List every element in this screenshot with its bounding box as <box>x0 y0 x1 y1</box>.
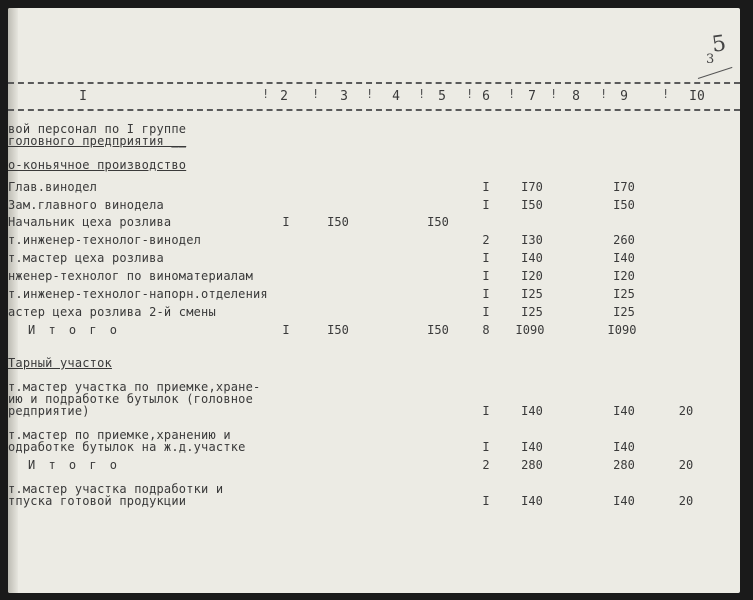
document-page <box>8 8 740 593</box>
row-label-line: редприятие) <box>8 404 90 418</box>
row-label: Глав.винодел <box>8 180 98 194</box>
row-label-line: т.мастер участка подработки и <box>8 482 224 496</box>
cell-col-7: I25 <box>521 305 543 319</box>
cell-col-6: I <box>482 269 490 283</box>
cell-col-7: I25 <box>521 287 543 301</box>
row-label: Зам.главного винодела <box>8 198 164 212</box>
cell-col-7: I70 <box>521 180 543 194</box>
header-separator: ! <box>366 87 374 101</box>
cell-col-5: I50 <box>427 215 449 229</box>
header-separator: ! <box>508 87 516 101</box>
cell-col-6: I <box>482 440 490 454</box>
total-label: И т о г о <box>28 323 121 337</box>
header-separator: ! <box>418 87 426 101</box>
row-label: т.мастер цеха розлива <box>8 251 164 265</box>
cell-col-7: 280 <box>521 458 543 472</box>
header-separator: ! <box>550 87 558 101</box>
cell-col-6: I <box>482 287 490 301</box>
cell-col-9: I40 <box>613 494 635 508</box>
row-label: т.инженер-технолог-винодел <box>8 233 202 247</box>
cell-col-7: I20 <box>521 269 543 283</box>
header-separator: ! <box>312 87 320 101</box>
row-label-line: т.мастер участка по приемке,хране- <box>8 380 261 394</box>
table-title-line-2: головного предприятия __ <box>8 134 187 148</box>
page-number-stroke <box>698 67 733 79</box>
header-col-5: 5 <box>438 89 446 104</box>
cell-col-9: I20 <box>613 269 635 283</box>
section-heading: о-коньячное производство <box>8 158 187 172</box>
header-col-7: 7 <box>528 89 536 104</box>
cell-col-5: I50 <box>427 323 449 337</box>
cell-col-7: I40 <box>521 494 543 508</box>
row-label: т.инженер-технолог-напорн.отделения <box>8 287 268 301</box>
header-separator: ! <box>262 87 270 101</box>
header-col-10: I0 <box>689 89 705 104</box>
row-label: нженер-технолог по виноматериалам <box>8 269 254 283</box>
page-number-small: 3 <box>706 52 715 67</box>
cell-col-7: I090 <box>515 323 545 337</box>
header-col-9: 9 <box>620 89 628 104</box>
header-top-rule <box>8 82 740 84</box>
cell-col-2: I <box>282 323 290 337</box>
cell-col-9: 260 <box>613 233 635 247</box>
cell-col-9: I25 <box>613 287 635 301</box>
row-label: астер цеха розлива 2-й смены <box>8 305 216 319</box>
header-col-3: 3 <box>340 89 348 104</box>
cell-col-7: I40 <box>521 404 543 418</box>
row-label-line: тпуска готовой продукции <box>8 494 187 508</box>
header-col-6: 6 <box>482 89 490 104</box>
cell-col-9: I40 <box>613 440 635 454</box>
header-separator: ! <box>662 87 670 101</box>
cell-col-3: I50 <box>327 323 349 337</box>
table-title-line-1: вой персонал по I группе <box>8 122 187 136</box>
cell-col-7: I50 <box>521 198 543 212</box>
cell-col-9: I40 <box>613 404 635 418</box>
cell-col-6: 2 <box>482 233 490 247</box>
cell-col-9: I50 <box>613 198 635 212</box>
row-label-line: ию и подработке бутылок (головное <box>8 392 254 406</box>
header-separator: ! <box>466 87 474 101</box>
row-label-line: т.мастер по приемке,хранению и <box>8 428 231 442</box>
cell-col-6: I <box>482 180 490 194</box>
cell-col-9: I25 <box>613 305 635 319</box>
cell-col-7: I40 <box>521 251 543 265</box>
cell-col-6: 2 <box>482 458 490 472</box>
total-label: И т о г о <box>28 458 121 472</box>
header-separator: ! <box>600 87 608 101</box>
header-bottom-rule <box>8 109 740 111</box>
header-col-8: 8 <box>572 89 580 104</box>
section-heading: Тарный участок <box>8 356 112 370</box>
cell-col-10: 20 <box>678 404 694 418</box>
cell-col-9: I090 <box>607 323 637 337</box>
cell-col-7: I30 <box>521 233 543 247</box>
cell-col-10: 20 <box>678 494 694 508</box>
row-label: Начальник цеха розлива <box>8 215 172 229</box>
header-col-1: I <box>79 89 87 104</box>
header-col-2: 2 <box>280 89 288 104</box>
cell-col-6: I <box>482 251 490 265</box>
cell-col-2: I <box>282 215 290 229</box>
cell-col-3: I50 <box>327 215 349 229</box>
cell-col-9: I40 <box>613 251 635 265</box>
cell-col-9: 280 <box>613 458 635 472</box>
cell-col-6: I <box>482 198 490 212</box>
cell-col-10: 20 <box>678 458 694 472</box>
cell-col-9: I70 <box>613 180 635 194</box>
cell-col-6: I <box>482 494 490 508</box>
cell-col-7: I40 <box>521 440 543 454</box>
cell-col-6: I <box>482 305 490 319</box>
page-number: 5 <box>710 31 728 58</box>
row-label-line: одработке бутылок на ж.д.участке <box>8 440 246 454</box>
header-col-4: 4 <box>392 89 400 104</box>
cell-col-6: 8 <box>482 323 490 337</box>
cell-col-6: I <box>482 404 490 418</box>
